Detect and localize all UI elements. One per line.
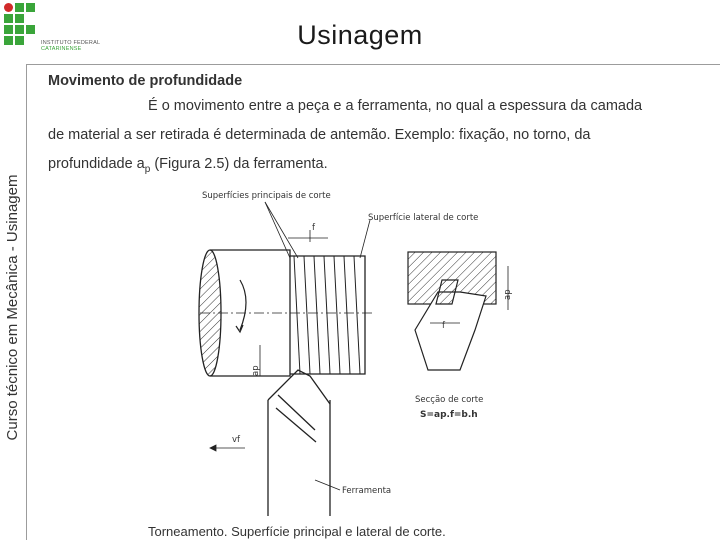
paragraph-line-2: de material a ser retirada é determinada de antemão. Exemplo: fixação, no torno, da	[48, 127, 591, 143]
label-depth-left: ap	[251, 365, 261, 376]
paragraph-line-3-start: profundidade a	[48, 156, 145, 172]
sidebar-course-title: Curso técnico em Mecânica - Usinagem	[4, 174, 21, 441]
label-cut-section: Secção de corte	[415, 395, 484, 405]
cut-section	[408, 252, 508, 370]
paragraph-subscript: p	[144, 163, 151, 175]
page-title: Usinagem	[297, 20, 423, 50]
header-divider	[26, 64, 720, 65]
thread-grooves	[294, 256, 360, 374]
label-depth-side: ap	[503, 289, 513, 300]
figure-caption: Torneamento. Superfície principal e lateral de corte.	[148, 524, 446, 539]
paragraph-line-1: É o movimento entre a peça e a ferramenta, no qual a espessura da camada	[148, 98, 643, 114]
workpiece	[199, 250, 375, 376]
label-feed-top: f	[312, 223, 315, 233]
label-lateral-surface: Superfície lateral de corte	[368, 213, 479, 223]
institution-line-2: CATARINENSE	[41, 46, 82, 52]
institution-line-1: INSTITUTO FEDERAL	[41, 40, 101, 46]
paragraph-line-3-end: (Figura 2.5) da ferramenta.	[150, 156, 328, 172]
label-formula: S=ap.f=b.h	[420, 410, 478, 420]
turning-diagram	[190, 180, 530, 516]
body-paragraph	[48, 92, 688, 184]
label-principal-surfaces: Superfícies principais de corte	[202, 191, 331, 201]
label-feed-mid: f	[442, 321, 445, 331]
cutting-tool	[268, 370, 330, 516]
sidebar-divider	[26, 64, 27, 540]
section-heading: Movimento de profundidade	[48, 73, 243, 89]
label-tool: Ferramenta	[342, 486, 392, 496]
paragraph-line-3	[48, 150, 688, 184]
label-feed-velocity: vf	[232, 435, 241, 445]
